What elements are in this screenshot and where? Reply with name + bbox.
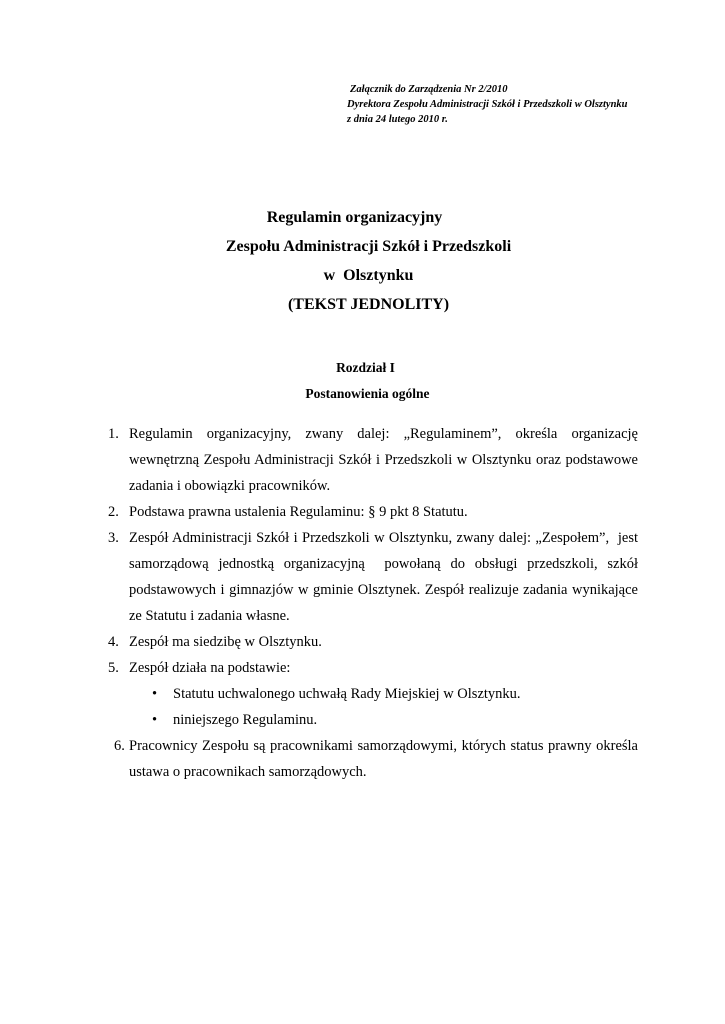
item-number: 3. <box>108 530 119 546</box>
document-title <box>0 203 725 319</box>
list-item <box>108 525 642 629</box>
attachment-line-2: Dyrektora Zespołu Administracji Szkół i Przedszkoli w Olsztynku <box>347 99 628 110</box>
item-text: Zespół ma siedzibę w Olsztynku. <box>129 634 322 650</box>
bullet-list-item <box>152 707 638 733</box>
chapter-number: Rozdział I <box>336 360 395 375</box>
item-text: Pracownicy Zespołu są pracownikami samorządowymi, których status prawny określa ustawa o pracownikach samorządowych. <box>129 738 638 780</box>
list-item <box>108 421 638 499</box>
item-text: Podstawa prawna ustalenia Regulaminu: § 9 pkt 8 Statutu. <box>129 504 468 520</box>
item-number: 2. <box>108 504 119 520</box>
list-item <box>108 499 638 525</box>
bullet-list <box>108 681 638 733</box>
item-number: 4. <box>108 634 119 650</box>
bullet-icon: • <box>152 686 158 702</box>
item-number: 5. <box>108 660 119 676</box>
title-line-4: (TEKST JEDNOLITY) <box>287 296 450 313</box>
bullet-icon: • <box>152 712 158 728</box>
item-text: Zespół Administracji Szkół i Przedszkoli w Olsztynku, zwany dalej: „Zespołem”, jest samorządową jednostką organizacyjną powołaną do obsługi przedszkoli, szkół podstawowych i gimnazjów w gminie Olsztynek. Zespół realizuje zadania wynikające ze Statutu i zadania własne. <box>129 530 642 624</box>
item-text: Zespół działa na podstawie: <box>129 660 291 676</box>
item-number: 1. <box>108 426 119 442</box>
item-text: Regulamin organizacyjny, zwany dalej: „Regulaminem”, określa organizację wewnętrzną Zespołu Administracji Szkół i Przedszkoli w Olsztynku oraz podstawowe zadania i obowiązki pracowników. <box>129 426 638 494</box>
title-line-1: Regulamin organizacyjny <box>266 209 443 226</box>
title-line-2: Zespołu Administracji Szkół i Przedszkoli <box>225 238 512 255</box>
attachment-line-3: z dnia 24 lutego 2010 r. <box>347 114 448 125</box>
title-line-3: w Olsztynku <box>323 267 414 284</box>
attachment-note <box>347 82 628 127</box>
item-number: 6. <box>114 738 125 754</box>
chapter-heading <box>0 355 725 407</box>
bullet-text: Statutu uchwalonego uchwałą Rady Miejskiej w Olsztynku. <box>173 686 521 702</box>
attachment-line-1: Załącznik do Zarządzenia Nr 2/2010 <box>350 84 508 95</box>
regulation-list <box>108 421 642 785</box>
list-item <box>108 655 638 681</box>
list-item <box>108 733 638 785</box>
bullet-list-item <box>152 681 638 707</box>
bullet-text: niniejszego Regulaminu. <box>173 712 318 728</box>
list-item <box>108 629 638 655</box>
chapter-name: Postanowienia ogólne <box>305 386 430 401</box>
